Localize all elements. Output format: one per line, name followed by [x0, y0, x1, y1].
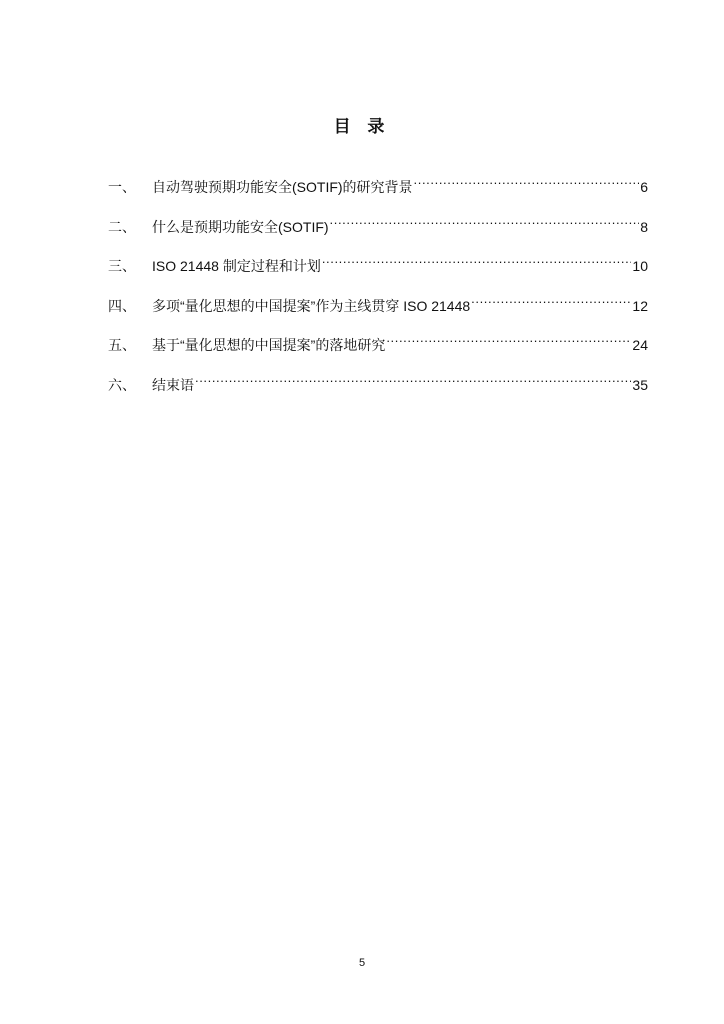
toc-entry-title: 多项“量化思想的中国提案”作为主线贯穿 ISO 21448: [152, 297, 471, 314]
toc-entry-number: 五、: [108, 337, 136, 353]
toc-entry[interactable]: [108, 247, 648, 287]
toc-entry[interactable]: [108, 208, 648, 248]
toc-entry-page: 6: [640, 179, 648, 195]
toc-entry-page: 35: [632, 376, 648, 393]
toc-title: 目 录: [333, 117, 391, 136]
toc-dot-leader: [330, 208, 640, 232]
toc-dot-leader: [471, 287, 631, 311]
toc-entry-page: 24: [632, 337, 648, 353]
toc-list: [108, 168, 648, 405]
toc-entry[interactable]: [108, 326, 648, 366]
toc-entry[interactable]: [108, 168, 648, 208]
toc-entry-number: 四、: [108, 297, 136, 314]
toc-entry-number: 一、: [108, 179, 136, 195]
toc-entry-title: 什么是预期功能安全(SOTIF): [152, 218, 329, 235]
toc-entry-title: 结束语: [152, 376, 194, 393]
page-number: 5: [358, 957, 366, 969]
toc-entry-title: 基于“量化思想的中国提案”的落地研究: [152, 337, 386, 353]
toc-entry-number: 三、: [108, 258, 136, 274]
toc-entry-page: 12: [632, 297, 648, 314]
toc-dot-leader: [322, 247, 632, 271]
toc-entry-title: 自动驾驶预期功能安全(SOTIF)的研究背景: [152, 179, 413, 195]
toc-entry-page: 8: [640, 218, 648, 235]
toc-entry-number: 六、: [108, 376, 136, 393]
toc-dot-leader: [195, 366, 631, 390]
toc-entry[interactable]: [108, 366, 648, 406]
toc-dot-leader: [386, 326, 631, 350]
toc-entry-title: ISO 21448 制定过程和计划: [152, 258, 321, 274]
toc-dot-leader: [414, 168, 640, 192]
toc-entry-number: 二、: [108, 218, 136, 235]
toc-entry-page: 10: [632, 258, 648, 274]
toc-entry[interactable]: [108, 287, 648, 327]
